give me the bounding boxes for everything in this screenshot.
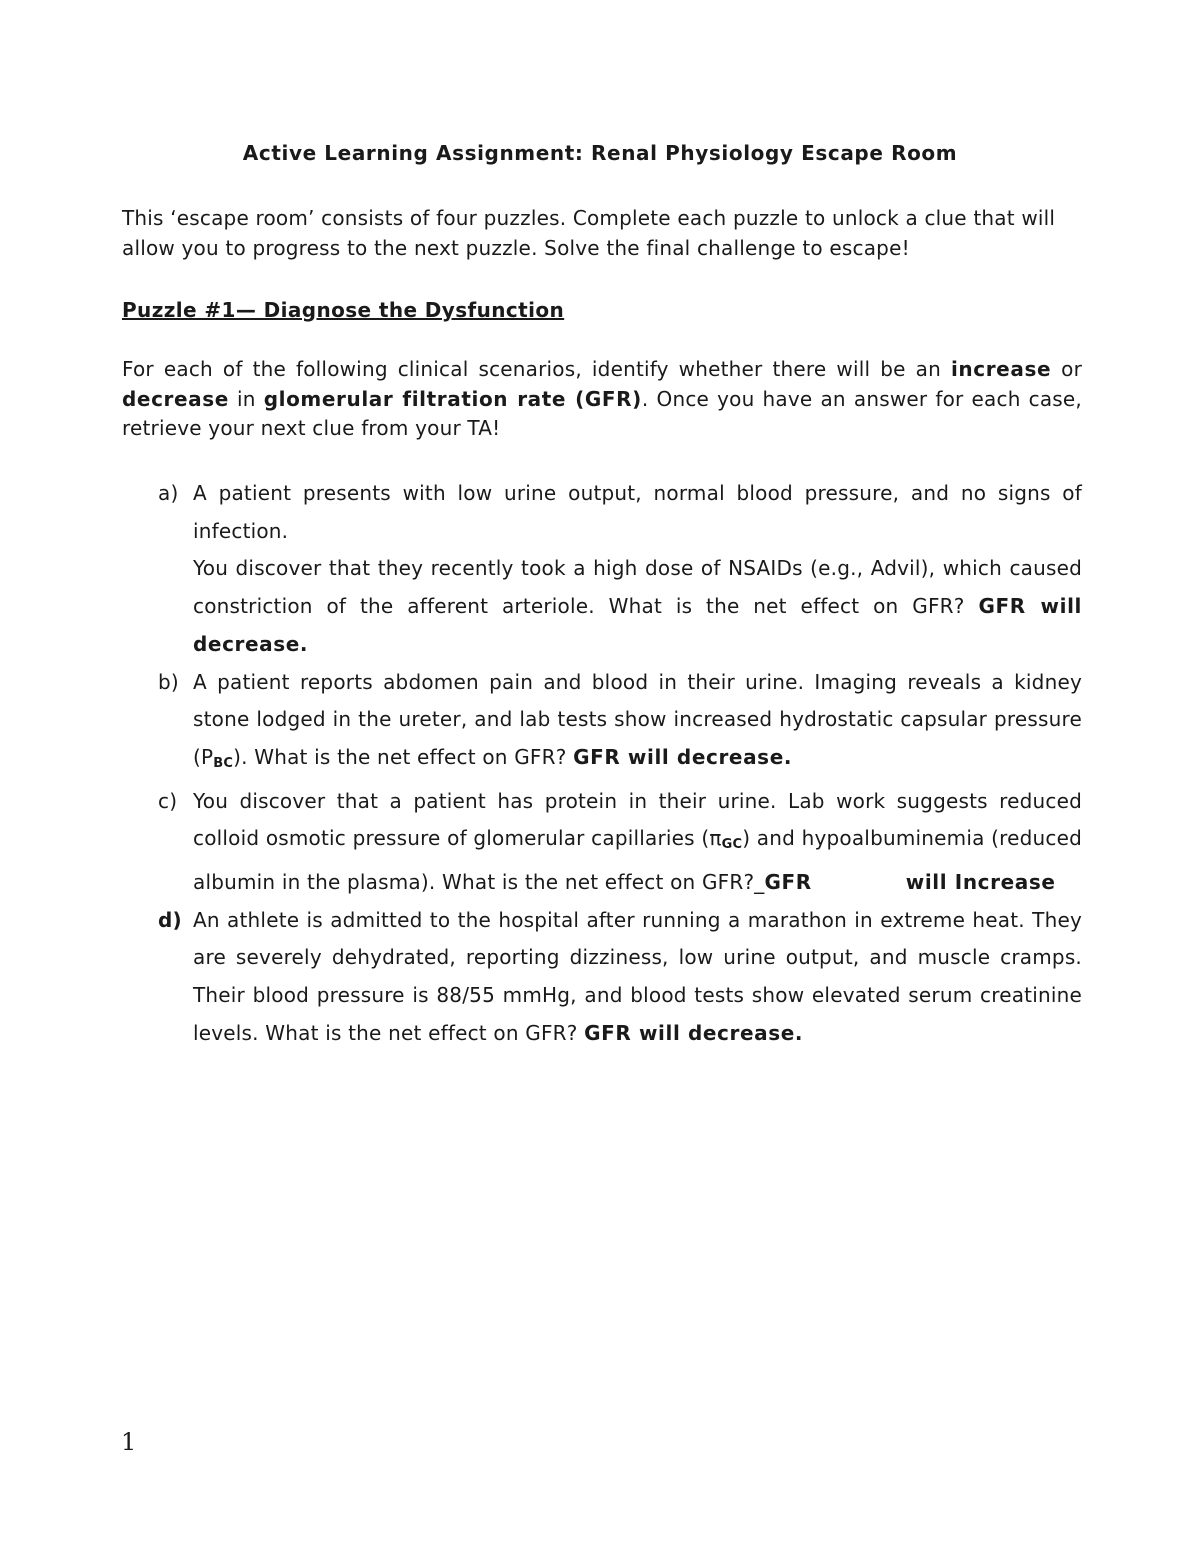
scenario-a-body bbox=[193, 550, 1082, 663]
scenario-list bbox=[158, 475, 1082, 1053]
scenario-a-text1: A patient presents with low urine output, normal blood pressure, and no signs of infection. bbox=[193, 481, 1082, 543]
scenario-marker: d) bbox=[158, 907, 182, 932]
scenario-b-text2: ). What is the net effect on GFR? bbox=[233, 744, 574, 769]
instructions-increase: increase bbox=[950, 357, 1052, 381]
instructions-gfr: glomerular filtration rate (GFR) bbox=[263, 386, 642, 411]
instructions-text: For each of the following clinical scenarios, identify whether there will be an bbox=[122, 357, 951, 381]
instructions-text: or bbox=[1051, 357, 1082, 381]
scenario-a bbox=[158, 475, 1082, 664]
instructions-text: in bbox=[228, 386, 264, 411]
scenario-marker: b) bbox=[158, 669, 179, 694]
scenario-d-answer: GFR will decrease. bbox=[584, 1020, 804, 1045]
scenario-d-text1: An athlete is admitted to the hospital after running a marathon in extreme heat. They are severely dehydrated, reporting dizziness, low urine output, and muscle cramps. Their blood pressure is 88/55 mmHg, and blood tests show elevated serum creatinine levels. What is the net effect on GFR? bbox=[193, 907, 1082, 1045]
instructions-text: . Once you have an answer for each case, retrieve your next clue from your TA! bbox=[122, 386, 1082, 440]
scenario-c-answer-gfr: GFR bbox=[764, 870, 812, 895]
scenario-marker: a) bbox=[158, 481, 179, 505]
scenario-a-answer: GFR will decrease. bbox=[193, 594, 1083, 656]
instructions-paragraph bbox=[122, 355, 1082, 444]
scenario-b-answer: GFR will decrease. bbox=[573, 744, 793, 769]
scenario-c-text2: ) and hypoalbuminemia (reduced albumin in the plasma). What is the net effect on GFR?_ bbox=[193, 826, 1082, 895]
page-number: 1 bbox=[121, 1428, 137, 1456]
scenario-c bbox=[158, 783, 1082, 902]
document-title: Active Learning Assignment: Renal Physiology Escape Room bbox=[242, 141, 958, 165]
scenario-c-text1: You discover that a patient has protein in their urine. Lab work suggests reduced colloid osmotic pressure of glomerular capillaries (π bbox=[193, 788, 1082, 851]
scenario-a-text2: You discover that they recently took a high dose of NSAIDs (e.g., Advil), which caused constriction of the afferent arteriole. What is the net effect on GFR? bbox=[193, 556, 1082, 619]
puzzle-heading: Puzzle #1— Diagnose the Dysfunction bbox=[122, 298, 565, 322]
scenario-c-answer-increase: will Increase bbox=[905, 870, 1056, 895]
instructions-decrease: decrease bbox=[122, 386, 229, 411]
intro-paragraph: This ‘escape room’ consists of four puzzles. Complete each puzzle to unlock a clue that will allow you to progress to the next puzzle. Solve the final challenge to escape! bbox=[122, 206, 1056, 260]
scenario-b-subscript: BC bbox=[213, 755, 234, 771]
scenario-b bbox=[158, 664, 1082, 783]
scenario-d bbox=[158, 902, 1082, 1053]
scenario-marker: c) bbox=[158, 788, 178, 813]
scenario-b-text1: A patient reports abdomen pain and blood in their urine. Imaging reveals a kidney stone lodged in the ureter, and lab tests show increased hydrostatic capsular pressure (P bbox=[193, 669, 1082, 769]
scenario-c-subscript: GC bbox=[721, 837, 743, 853]
